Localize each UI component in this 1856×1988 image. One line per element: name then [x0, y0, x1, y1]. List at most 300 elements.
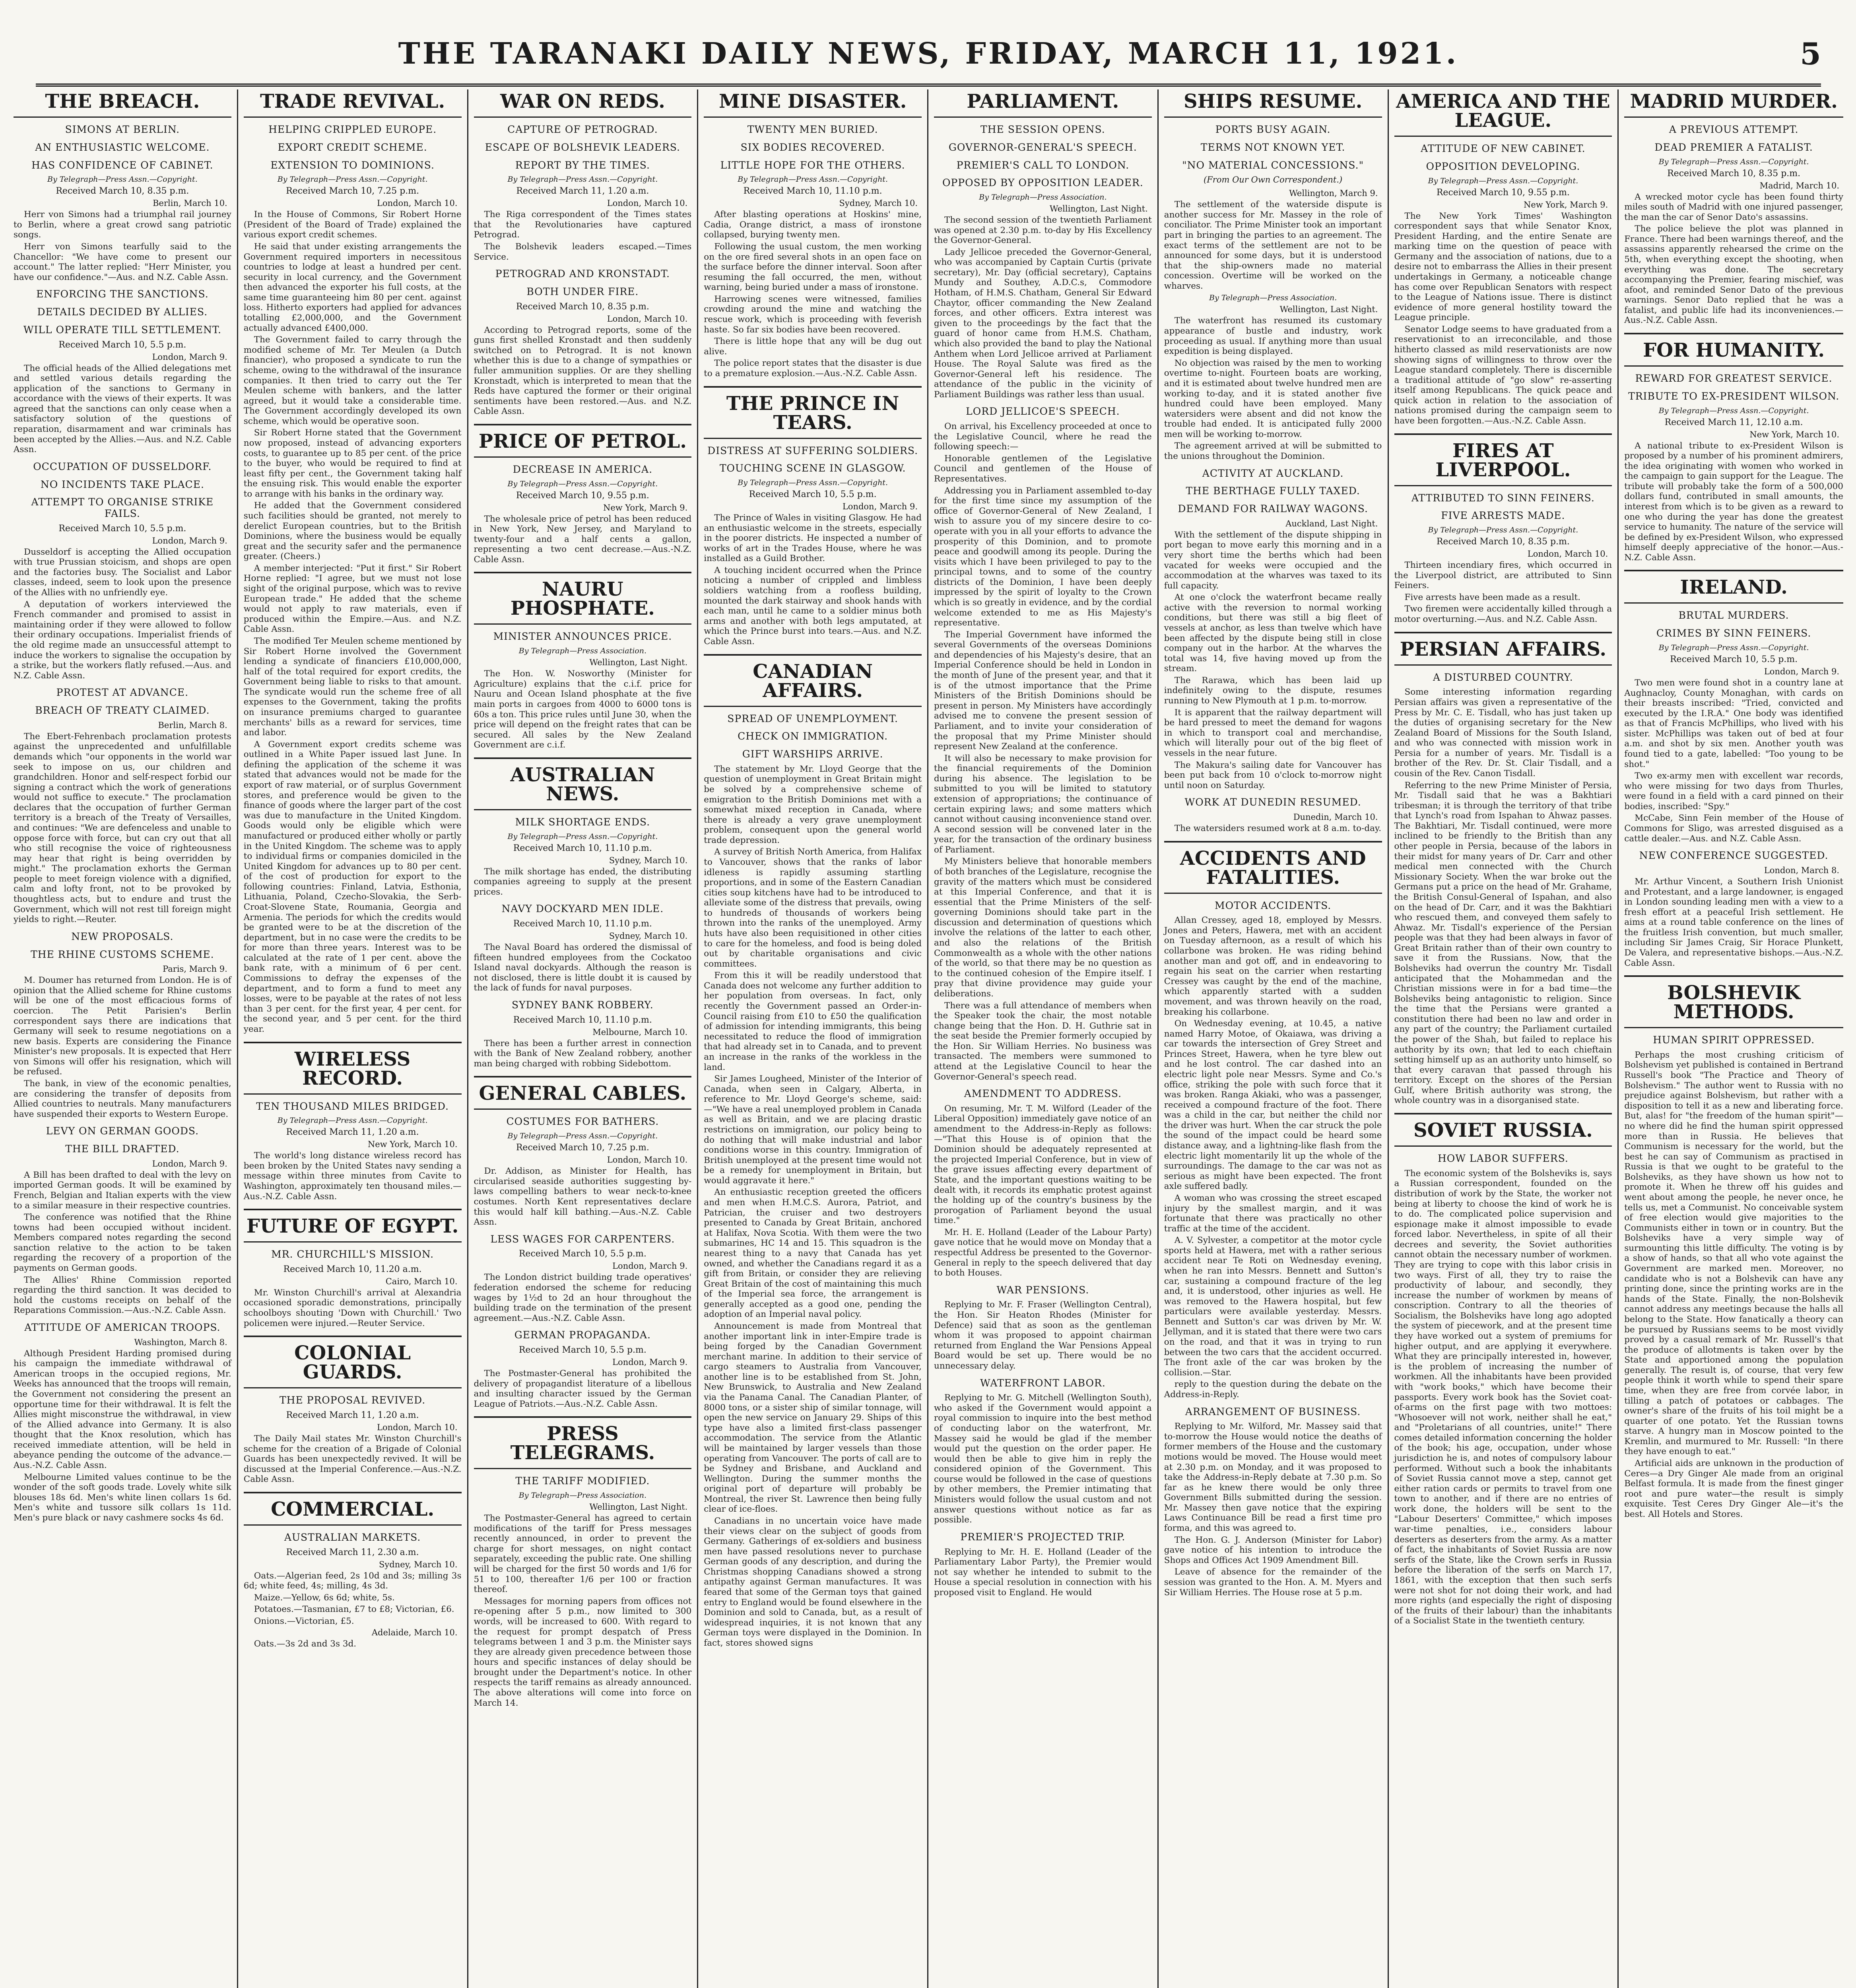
dateline: London, March 10.	[1527, 549, 1608, 559]
section-heading: FOR HUMANITY.	[1624, 338, 1843, 367]
subheading: DEMAND FOR RAILWAY WAGONS.	[1178, 503, 1368, 515]
section-heading: IRELAND.	[1624, 575, 1843, 604]
article-paragraph: In the House of Commons, Sir Robert Horne (President of the Board of Trade) explained the various export credit schemes.	[243, 210, 462, 240]
dateline: London, March 10.	[607, 1155, 688, 1165]
section-heading: AUSTRALIAN NEWS.	[474, 763, 692, 810]
subheading: GERMAN PROPAGANDA.	[514, 1329, 651, 1341]
subheading: TERMS NOT KNOWN YET.	[1200, 141, 1345, 153]
dateline: Madrid, March 10.	[1759, 181, 1839, 190]
column-divider	[244, 1209, 462, 1210]
received-time: Received March 10, 8.35 p.m.	[516, 301, 649, 312]
dateline: Berlin, March 10.	[153, 198, 227, 208]
subheading: HUMAN SPIRIT OPPRESSED.	[1653, 1034, 1815, 1046]
subheading: THE BERTHAGE FULLY TAXED.	[1186, 485, 1360, 497]
received-time: Received March 10, 7.25 p.m.	[286, 186, 419, 196]
received-time: Received March 10, 8.35 p.m.	[56, 186, 189, 196]
subheading: DETAILS DECIDED BY ALLIES.	[37, 306, 208, 318]
article-paragraph: After blasting operations at Hoskins' mine, Cadia, Orange district, a mass of ironstone collapsed, burying twenty men.	[704, 210, 922, 240]
subheading: NEW PROPOSALS.	[71, 930, 174, 942]
column-breach	[8, 89, 238, 1988]
subheading: THE TARIFF MODIFIED.	[515, 1475, 650, 1487]
column-parliament	[928, 89, 1159, 1988]
subheading: TWENTY MEN BURIED.	[747, 124, 878, 135]
byline: By Telegraph—Press Assn.—Copyright.	[738, 175, 888, 184]
section-heading: THE PRINCE IN TEARS.	[704, 392, 922, 439]
subheading: WAR PENSIONS.	[996, 1284, 1089, 1296]
byline: By Telegraph—Press Association.	[518, 646, 646, 656]
section-heading: COMMERCIAL.	[244, 1497, 462, 1526]
subheading: SIMONS AT BERLIN.	[65, 124, 180, 135]
byline: By Telegraph—Press Assn.—Copyright.	[1428, 176, 1578, 185]
article-paragraph: Allan Cressey, aged 18, employed by Messrs. Jones and Peters, Hawera, met with an accident on Tuesday afternoon, as a result of which his collarbone was broken. He was riding behind another man and got off, and in endeavoring to regain his seat on the carrier when restarting Cressey was caught by the end of the machine, which apparently started with a sudden movement, and was thrown heavily on the road, breaking his collarbone.	[1164, 915, 1382, 1017]
subheading: HOW LABOR SUFFERS.	[1437, 1153, 1569, 1165]
subheading: DEAD PREMIER A FATALIST.	[1654, 141, 1813, 153]
column-divider	[474, 572, 692, 573]
article-paragraph: Oats.—3s 2d and 3s 3d.	[254, 1639, 357, 1649]
subheading: WILL OPERATE TILL SETTLEMENT.	[23, 324, 221, 336]
article-paragraph: A deputation of workers interviewed the French commander and promised to assist in maintaining order if they were allowed to follow their ordinary occupations. Imperialist friends of the old regime made an unsuccessful attempt to induce the workers to signalise the occupation by a strike, but the workers flatly refused.—Aus. and N.Z. Cable Assn.	[14, 599, 231, 681]
article-paragraph: Announcement is made from Montreal that another important link in inter-Empire trade is being forged by the Canadian Government merchant marine. In addition to their service of cargo steamers to Australia from Vancouver, another line is to be established from St. John, New Brunswick, to Australia and New Zealand via the Panama Canal. The Canadian Planter, of 8000 tons, or a sister ship of similar tonnage, will open the new service on January 29. Ships of this type have also a limited first-class passenger accommodation. The service from the Atlantic will be maintained by larger vessels than those operating from Vancouver. The ports of call are to be Sydney and Brisbane, and Auckland and Wellington. During the summer months the original port of departure will probably be Montreal, the river St. Lawrence then being fully clear of ice-floes.	[704, 1321, 922, 1514]
dateline: Cairo, March 10.	[385, 1276, 458, 1286]
column-heading: AMERICA AND THE LEAGUE.	[1394, 89, 1612, 137]
article-paragraph: Referring to the new Prime Minister of Persia, Mr. Tisdall said that he was a Bakhtiari tribesman; it is through the territory of that tribe that Lynch's road from Ispahan to Ahwaz passes. The Bakhtiari, Mr. Tisdall continued, were more inclined to be friendly to the British than any other people in Persia, because of the labors in their midst for many years of Dr. Carr and other medical men connected with the Church Missionary Society. When the war broke out the Germans put a price on the head of Mr. Grahame, the British Consul-General of Ispahan, and also on the head of Dr. Carr, and it was the Bakhtiari who rescued them, and conveyed them safely to Ahwaz. Mr. Tisdall's experience of the Persian people was that they had been always in favor of Great Britain rather than of their own country to save it from the Russians. Now, that the Bolsheviks had overrun the country Mr. Tisdall anticipated that the Mohammedan and the Christian missions were in for a bad time—the Bolsheviks being antagonistic to religion. Since the time that the Persians were granted a constitution there had been no law and order in any part of the country; the Parliament curtailed the power of the Shah, but failed to replace his authority by its own; that led to each chieftain setting himself up as an authority unto himself, so that every caravan that passed through his territory. Except on the shores of the Persian Gulf, where British authority was strong, the whole country was in a disorganised state.	[1394, 780, 1612, 1106]
dateline: London, March 10.	[377, 1422, 458, 1432]
article-paragraph: Messages for morning papers from offices not re-opening after 5 p.m., now limited to 300 words, will be increased to 600. With regard to the request for prompt despatch of Press telegrams between 1 and 3 p.m. the Minister says they are already given precedence between those hours and specific instances of delay should be brought under the Department's notice. In other respects the tariff remains as already announced. The above alterations will come into force on March 14.	[474, 1596, 692, 1708]
article-paragraph: The New York Times' Washington correspondent says that while Senator Knox, President Harding, and the entire Senate are marking time on the question of peace with Germany and the association of nations, due to a desire not to embarrass the Allies in their present undertakings in Germany, a noticeable change has come over Republican Senators with respect to the League of Nations issue. There is distinct evidence of more general hostility toward the League principle.	[1394, 211, 1612, 323]
dateline: New York, March 9.	[1523, 200, 1608, 210]
article-paragraph: The modified Ter Meulen scheme mentioned by Sir Robert Horne involved the Government lending a syndicate of financiers £10,000,000, half of the total required for export credits, the Government being liable to risks to that amount. The syndicate would run the scheme free of all expenses to the Government, taking the profits on insurance premiums charged to guarantee merchants' bills as a reward for services, time and labor.	[243, 636, 462, 738]
dateline: London, March 8.	[1764, 865, 1839, 875]
column-america	[1389, 89, 1619, 1988]
article-paragraph: Replying to Mr. F. Fraser (Wellington Central), the Hon. Sir Heaton Rhodes (Minister for Defence) said that as soon as the gentleman whom it was proposed to appoint chairman returned from England the War Pensions Appeal Board would be set up. There would be no unnecessary delay.	[934, 1300, 1152, 1371]
subheading: "NO MATERIAL CONCESSIONS."	[1182, 159, 1364, 171]
received-time: Received March 10, 5.5 p.m.	[1670, 654, 1798, 664]
column-divider	[474, 1076, 692, 1077]
column-heading: MINE DISASTER.	[704, 89, 922, 118]
article-paragraph: Two men were found shot in a country lane at Aughnacloy, County Monaghan, with cards on their breasts inscribed: "Tried, convicted and executed by the I.R.A." One body was identified as that of Francis McPhillips, who lived with his sister. McPhillips was taken out of bed at four a.m. and shot by six men. Another youth was found tied to a gate, labelled: "Too young to be shot."	[1624, 678, 1843, 769]
subheading: LITTLE HOPE FOR THE OTHERS.	[720, 159, 905, 171]
column-heading: TRADE REVIVAL.	[244, 89, 462, 118]
dateline: Auckland, Last Night.	[1285, 518, 1378, 528]
article-paragraph: On arrival, his Excellency proceeded at once to the Legislative Council, where he read the following speech:—	[934, 421, 1152, 452]
article-paragraph: The London district building trade operatives' federation endorsed the scheme for reducing wages by 1½d to 2d an hour throughout the building trade on the termination of the present agreement.—Aus.-N.Z. Cable Assn.	[474, 1272, 692, 1323]
subheading: MOTOR ACCIDENTS.	[1215, 899, 1332, 911]
masthead	[36, 24, 1821, 87]
article-paragraph: Sir Robert Horne stated that the Government now proposed, instead of advancing exporters costs, to guarantee up to 85 per cent. of the price to the buyer, who would be required to find at least fifty per cent., the Government taking half the ensuing risk. This would enable the exporter to arrange with his banks in the ordinary way.	[243, 428, 462, 499]
received-time: Received March 10, 11.20 a.m.	[283, 1264, 422, 1274]
column-madrid	[1619, 89, 1849, 1988]
article-paragraph: Perhaps the most crushing criticism of Bolshevism yet published is contained in Bertrand Russell's book "The Practice and Theory of Bolshevism." The author went to Russia with no prejudice against Bolshevism, but rather with a disposition to tell it as a new and liberating force. But, alas! for "the freedom of the human spirit"—no where did he find the human spirit oppressed more than in Russia. He believes that Communism is necessary for the world, but the best he can say of Communism as practised in Russia is that we ought to be grateful to the Bolsheviks, as they have shown us how not to promote it. When he threw off his guides and went about among the people, he never once, he tells us, met a Communist. No conceivable system of free election would give majorities to the Communists either in town or in country. But the Bolsheviks have a very simple way of surmounting this little difficulty. The voting is by a show of hands, so that all who vote against the Government are marked men. Moreover, no candidate who is not a Bolshevik can have any printing done, since the printing works are in the hands of the State. Finally, the non-Bolshevik cannot address any meetings because the halls all belong to the State. How fanatically a theory can be pursued by Russians seems to be most vividly proved by a casual remark of Mr. Russell's that the produce of allotments is taken over by the State and apportioned among the population generally. The result is, of course, that very few people think it worth while to spend their spare time, when they are free from corvée labor, in tilling a patch of potatoes or cabbages. The owner's share of the fruits of his toil might be a quarter of one potato. Yet the Russian towns starve. A hungry man in Moscow pointed to the Kremlin, and murmured to Mr. Russell: "In there they have enough to eat."	[1624, 1050, 1843, 1457]
subheading: REPORT BY THE TIMES.	[515, 159, 650, 171]
article-paragraph: The Hon. G. J. Anderson (Minister for Labor) gave notice of his intention to introduce the Shops and Offices Act 1909 Amendment Bill.	[1164, 1535, 1382, 1565]
article-paragraph: The settlement of the waterside dispute is another success for Mr. Massey in the role of conciliator. The Prime Minister took an important part in bringing the parties to an agreement. The exact terms of the settlement are not to be announced for some days, but it is understood that the ship-owners made no material concession. Overtime will be worked on the wharves.	[1164, 200, 1382, 291]
column-divider	[244, 1042, 462, 1043]
subheading: ESCAPE OF BOLSHEVIK LEADERS.	[485, 141, 680, 153]
subheading: PETROGRAD AND KRONSTADT.	[495, 268, 670, 280]
subheading: OPPOSED BY OPPOSITION LEADER.	[942, 177, 1143, 189]
subheading: A PREVIOUS ATTEMPT.	[1669, 124, 1799, 135]
article-paragraph: The second session of the twentieth Parliament was opened at 2.30 p.m. to-day by His Excellency the Governor-General.	[934, 215, 1152, 246]
dateline: Wellington, March 9.	[1289, 188, 1378, 198]
byline: By Telegraph—Press Assn.—Copyright.	[1658, 406, 1809, 415]
article-paragraph: Replying to Mr. Wilford, Mr. Massey said that to-morrow the House would notice the deaths of former members of the House and the customary motions would be moved. The House would meet at 2.30 p.m. on Monday, and it was proposed to take the Address-in-Reply debate at 7.30 p.m. So far as he knew there would be only three Government Bills submitted during the session. Mr. Massey then gave notice that the expiring Laws Continuance Bill be read a first time pro forma, and this was agreed to.	[1164, 1421, 1382, 1534]
dateline: London, March 10.	[607, 198, 688, 208]
received-time: Received March 11, 1.20 a.m.	[286, 1127, 419, 1138]
section-heading: SOVIET RUSSIA.	[1394, 1118, 1612, 1147]
section-heading: WIRELESS RECORD.	[244, 1047, 462, 1095]
subheading: WATERFRONT LABOR.	[980, 1377, 1106, 1389]
section-heading: PRICE OF PETROL.	[474, 429, 692, 458]
article-paragraph: The economic system of the Bolsheviks is, says a Russian correspondent, founded on the distribution of work by the State, the worker not being at liberty to choose the kind of work he is to do. The complicated police supervision and espionage make it almost impossible to evade forced labor. Nevertheless, in spite of all their decrees and severity, the Soviet authorities cannot obtain the necessary number of workmen. They are trying to cope with this labor crisis in two ways. First of all, they try to raise the productivity of labour, and secondly, they increase the number of workmen by means of conscription. Contrary to all the theories of Socialism, the Bolsheviks have long ago adopted the system of piecework, and at the present time they have worked out a system of premiums for higher output, and are applying it everywhere. What they are principally interested in, however, is the problem of increasing the number of workmen. All the inhabitants have been provided with "work books," which have become their passports. Every work book has the Soviet coat-of-arms on the first page with two mottoes: "Whosoever will not work, neither shall he eat," and "Proletarians of all countries, unite!" There comes detailed information concerning the holder of the book; his age, occupation, under whose jurisdiction he is, and notes of compulsory labour performed. Without such a book the inhabitants of Soviet Russia cannot move a step, cannot get either ration cards or permits to travel from one town to another, and if there are no entries of work done, the holders will be sent to the "Labour Deserters' Committee," which imposes war-time penalties, i.e., considers labour deserters as deserters from the army. As a matter of fact, the inhabitants of Soviet Russia are now serfs of the State, like the Crown serfs in Russia before the liberation of the serfs on March 17, 1861, with the exception that then such serfs were not shot for not doing their work, and had more rights (and especially the right of disposing of the fruits of their labour) than the inhabitants of a Socialist State in the twentieth century.	[1394, 1168, 1612, 1626]
subheading: NAVY DOCKYARD MEN IDLE.	[501, 903, 664, 915]
byline: By Telegraph—Press Assn.—Copyright.	[507, 479, 658, 488]
article-paragraph: Thirteen incendiary fires, which occurred in the Liverpool district, are attributed to Sinn Feiners.	[1394, 560, 1612, 591]
article-paragraph: A woman who was crossing the street escaped injury by the smallest margin, and it was fortunate that there was practically no other traffic at the time of the accident.	[1164, 1193, 1382, 1234]
column-divider	[1394, 433, 1612, 435]
subheading: TEN THOUSAND MILES BRIDGED.	[256, 1100, 449, 1112]
subheading: ATTEMPT TO ORGANISE STRIKE FAILS.	[31, 496, 214, 519]
column-heading: SHIPS RESUME.	[1164, 89, 1382, 118]
column-divider	[474, 424, 692, 425]
article-paragraph: The Hon. W. Nosworthy (Minister for Agriculture) explains that the c.i.f. price for Nauru and Ocean Island phosphate at the five main ports in cargoes from 4000 to 6000 tons is 60s a ton. This price rules until June 30, when the price will depend on the freight rates that can be secured. All sales by the New Zealand Government are c.i.f.	[474, 669, 692, 750]
article-paragraph: The Ebert-Fehrenbach proclamation protests against the unprecedented and unfulfillable demands which "our opponents in the world war seek to impose on us, our children and grandchildren. Honor and self-respect forbid our signing a contract which the work of generations would not suffice to execute." The proclamation declares that the occupation of further German territory is a breach of the Treaty of Versailles, and continues: "We are defenceless and unable to oppose force with force, but can cry out that all who still recognise the voice of righteousness may hear that right is being overridden by might." The proclamation exhorts the German people to meet foreign violence with a dignified, calm and lofty front, not to be provoked by thoughtless acts, but to endure and trust the Government, which will not rest till foreign might yields to right.—Reuter.	[14, 731, 231, 925]
article-paragraph: The police report states that the disaster is due to a premature explosion.—Aus.-N.Z. Cable Assn.	[704, 358, 922, 379]
byline: By Telegraph—Press Assn.—Copyright.	[277, 1116, 428, 1125]
subheading: BOTH UNDER FIRE.	[526, 285, 639, 297]
article-paragraph: Two ex-army men with excellent war records, who were missing for two days from Thurles, were found in a field with a card pinned on their bodies, inscribed: "Spy."	[1624, 771, 1843, 812]
section-heading: COLONIAL GUARDS.	[244, 1341, 462, 1388]
column-divider	[244, 1336, 462, 1337]
article-paragraph: Dusseldorf is accepting the Allied occupation with true Prussian stoicism, and shops are open and the factories busy. The Socialist and Labor classes, indeed, seem to look upon the presence of the Allies with no unfriendly eye.	[14, 547, 231, 598]
column-divider	[244, 1492, 462, 1493]
received-time: Received March 10, 11.10 p.m.	[743, 186, 882, 196]
subheading: THE PROPOSAL REVIVED.	[279, 1394, 426, 1406]
dateline: London, March 10.	[377, 198, 458, 208]
article-paragraph: At one o'clock the waterfront became really active with the reversion to normal working conditions, but there was still a big fleet of vessels at anchor, as less than twelve which have been affected by the dispute being still in close company out in the harbor. At the wharves the total was 14, five having moved up from the stream.	[1164, 592, 1382, 674]
article-paragraph: The Naval Board has ordered the dismissal of fifteen hundred employees from the Cockatoo Island naval dockyards. Although the reason is not disclosed, there is little doubt it is caused by the lack of funds for naval purposes.	[474, 942, 692, 993]
received-time: Received March 11, 1.20 a.m.	[516, 186, 649, 196]
dateline: London, March 9.	[152, 1159, 227, 1169]
subheading: ATTRIBUTED TO SINN FEINERS.	[1411, 492, 1595, 504]
article-paragraph: Although President Harding promised during his campaign the immediate withdrawal of American troops in the occupied regions, Mr. Weeks has announced that the troops will remain, the Government not considering the present an opportune time for their withdrawal. It is felt the Allies might misconstrue the withdrawal, in view of the Allied advance into Germany. It is also thought that the Knox resolution, which has received immediate attention, will be held in abeyance pending the outcome of the advance.—Aus.-N.Z. Cable Assn.	[14, 1348, 231, 1471]
article-paragraph: A survey of British North America, from Halifax to Vancouver, shows that the ranks of labor idleness is rapidly assuming startling proportions, and in some of the Eastern Canadian cities soup kitchens have had to be introduced to alleviate some of the distress that prevails, owing to hundreds of thousands of workers being thrown into the ranks of the unemployed. Army huts have also been requisitioned in other cities to care for the homeless, and food is being doled out by charitable organisations and civic committees.	[704, 847, 922, 969]
article-paragraph: The official heads of the Allied delegations met and settled various details regarding the application of the sanctions to Germany in accordance with the views of their experts. It was agreed that the sanctions can only cease when a satisfactory solution of the questions of reparation, disarmament and war criminals has been accepted by the Allies.—Aus. and N.Z. Cable Assn.	[14, 363, 231, 455]
article-paragraph: Addressing you in Parliament assembled to-day for the first time since my assumption of the office of Governor-General of New Zealand, I wish to assure you of my sincere desire to co-operate with you in all your efforts to advance the prosperity of this Dominion, and to promote peace and goodwill among its people. During the visits which I have been privileged to pay to the principal towns, and to some of the country districts of the Dominion, I have been deeply impressed by the spirit of loyalty to the Crown which is so greatly in evidence, and by the cordial welcome extended to me as His Majesty's representative.	[934, 485, 1152, 628]
byline: By Telegraph—Press Assn.—Copyright.	[738, 478, 888, 487]
subheading: DISTRESS AT SUFFERING SOLDIERS.	[707, 445, 918, 456]
byline: By Telegraph—Press Association.	[518, 1491, 646, 1500]
dateline: New York, March 10.	[367, 1140, 458, 1149]
article-paragraph: Maize.—Yellow, 6s 6d; white, 5s.	[254, 1592, 395, 1603]
dateline: Washington, March 8.	[134, 1337, 227, 1347]
subheading: NEW CONFERENCE SUGGESTED.	[1639, 850, 1829, 862]
subheading: AMENDMENT TO ADDRESS.	[964, 1088, 1122, 1100]
article-paragraph: From this it will be readily understood that Canada does not welcome any further addition to her population from overseas. In fact, only recently the Government passed an Order-in-Council raising from £10 to £50 the qualification of admission for intending immigrants, this being necessitated to reduce the flood of immigration that had already set in to Canada, and to prevent an increase in the ranks of the workless in the land.	[704, 971, 922, 1072]
received-time: Received March 11, 1.20 a.m.	[286, 1410, 419, 1420]
article-paragraph: The Government failed to carry through the modified scheme of Mr. Ter Meulen (a Dutch financier), who proposed a syndicate to run the scheme, owing to the withdrawal of the insurance companies. It then tried to carry out the Ter Meulen scheme with bankers, and the latter agreed, but it would take a considerable time. The Government accordingly developed its own scheme, which would be operative soon.	[243, 335, 462, 426]
subheading: LORD JELLICOE'S SPEECH.	[966, 406, 1120, 417]
column-divider	[704, 654, 922, 656]
subheading: ARRANGEMENT OF BUSINESS.	[1185, 1406, 1361, 1417]
dateline: Paris, March 9.	[163, 964, 227, 974]
section-heading: PERSIAN AFFAIRS.	[1394, 637, 1612, 666]
column-divider	[1164, 841, 1382, 843]
subheading: SIX BODIES RECOVERED.	[740, 141, 885, 153]
dateline: Wellington, Last Night.	[1049, 204, 1148, 214]
article-paragraph: On resuming, Mr. T. M. Wilford (Leader of the Liberal Opposition) immediately gave notice of an amendment to the Address-in-Reply as follows:—"That this House is of opinion that the Dominion should be adequately represented at the projected Imperial Conference, but in view of the grave issues affecting every department of State, and the important questions waiting to be dealt with, it records its emphatic protest against the holding up of the country's business by the prorogation of Parliament beyond the usual time."	[934, 1103, 1152, 1226]
dateline: Wellington, Last Night.	[589, 658, 688, 668]
dateline: Wellington, Last Night.	[589, 1502, 688, 1512]
article-paragraph: The bank, in view of the economic penalties, are considering the transfer of deposits from Allied countries to neutrals. Many manufacturers have suspended their exports to Western Europe.	[14, 1079, 231, 1119]
article-paragraph: He added that the Government considered such facilities should be granted, not merely to derelict European countries, but to the British Dominions, where the business would be equally great and the security safer and the permanence greater. (Cheers.)	[243, 501, 462, 562]
subheading: ACTIVITY AT AUCKLAND.	[1202, 467, 1344, 479]
dateline: London, March 9.	[1764, 666, 1839, 676]
section-heading: PRESS TELEGRAMS.	[474, 1422, 692, 1469]
article-paragraph: A wrecked motor cycle has been found thirty miles south of Madrid with one injured passenger, the man the car of Senor Dato's assassins.	[1624, 192, 1843, 222]
received-time: Received March 10, 8.35 p.m.	[1436, 537, 1570, 547]
article-paragraph: Honorable gentlemen of the Legislative Council and gentlemen of the House of Representatives.	[934, 453, 1152, 484]
byline: By Telegraph—Press Assn.—Copyright.	[507, 175, 658, 184]
section-heading: NAURU PHOSPHATE.	[474, 577, 692, 625]
received-time: Received March 10, 5.5 p.m.	[518, 1345, 646, 1355]
received-time: Received March 10, 7.25 p.m.	[516, 1143, 649, 1153]
article-paragraph: According to Petrograd reports, some of the guns first shelled Kronstadt and then suddenly switched on to Petrograd. It is not known whether this is due to a change of sympathies or fuller ammunition supplies. Or are they shelling Kronstadt, which is interpreted to mean that the Reds have captured the former or their original sentiments have been restored.—Aus. and N.Z. Cable Assn.	[474, 325, 692, 417]
article-paragraph: The Postmaster-General has prohibited the delivery of propagandist literature of a libellous and insulting character issued by the German League of Patriots.—Aus.-N.Z. Cable Assn.	[474, 1369, 692, 1409]
subheading: SYDNEY BANK ROBBERY.	[511, 999, 654, 1011]
article-paragraph: The Daily Mail states Mr. Winston Churchill's scheme for the creation of a Brigade of Colonial Guards has been unexpectedly revived. It will be discussed at the Imperial Conference.—Aus.-N.Z. Cable Assn.	[243, 1433, 462, 1485]
received-time: Received March 10, 5.5 p.m.	[58, 523, 186, 534]
subheading: PROTEST AT ADVANCE.	[56, 687, 189, 699]
article-paragraph: Harrowing scenes were witnessed, families crowding around the mine and watching the rescue work, which is proceeding with feverish haste. So far six bodies have been recovered.	[704, 294, 922, 335]
subheading: BREACH OF TREATY CLAIMED.	[35, 705, 210, 716]
article-paragraph: A Government export credits scheme was outlined in a White Paper issued last June. In defining the application of the scheme it was stated that advances would not be made for the export of raw material, or of surplus Government stores, and preference would be given to the finance of goods where the larger part of the cost was due to manufacture in the United Kingdom. Goods would only be eligible which were manufactured or produced either wholly or partly in the United Kingdom. The scheme was to apply to individual firms or companies domiciled in the United Kingdom for advances up to 80 per cent. of the cost of production for export to the following countries: Finland, Latvia, Esthonia, Lithuania, Poland, Czecho-Slovakia, the Serb-Croat-Slovene State, Roumania, Georgia and Armenia. The periods for which the credits would be granted were to be at the discretion of the department, but in no case were the credits to be for more than three years. Interest was to be calculated at the rate of 1 per cent. above the bank rate, with a minimum of 6 per cent. Commissions to defray the expenses of the department, and to form a fund to meet any losses, were to be payable at the rates of not less than 3 per cent. for the first year, 4 per cent. for the second year, and 5 per cent. for the third year.	[243, 739, 462, 1034]
article-paragraph: Senator Lodge seems to have graduated from a reservationist to an irreconcilable, and those hitherto classed as mild reservationists are now showing signs of willingness to throw over the League standard completely. There is discernible a traditional attitude of "go slow" re-asserting itself among Republicans. The quick peace and quick action in relation to the association of nations promised during the campaign seem to have been forgotten.—Aus.-N.Z. Cable Assn.	[1394, 324, 1612, 426]
correspondent-tag: (From Our Own Correspondent.)	[1204, 175, 1343, 185]
subheading: REWARD FOR GREATEST SERVICE.	[1635, 373, 1833, 384]
article-paragraph: Artificial aids are unknown in the production of Ceres—a Dry Ginger Ale made from an original Belfast formula. It is made from the finest ginger root and pure water—the result is simply exquisite. Test Ceres Dry Ginger Ale—it's the best. All Hotels and Stores.	[1624, 1458, 1843, 1519]
subheading: EXPORT CREDIT SCHEME.	[278, 141, 427, 153]
subheading: PREMIER'S CALL TO LONDON.	[956, 159, 1130, 171]
article-paragraph: The milk shortage has ended, the distributing companies agreeing to supply at the present prices.	[474, 866, 692, 897]
article-paragraph: The agreement arrived at will be submitted to the unions throughout the Dominion.	[1164, 441, 1382, 461]
column-trade	[238, 89, 468, 1988]
byline: By Telegraph—Press Assn.—Copyright.	[1428, 526, 1578, 535]
dateline: Adelaide, March 10.	[371, 1628, 458, 1638]
subheading: LESS WAGES FOR CARPENTERS.	[490, 1233, 675, 1245]
column-divider	[474, 757, 692, 759]
column-mine	[698, 89, 928, 1988]
subheading: GIFT WARSHIPS ARRIVE.	[742, 748, 883, 760]
subheading: AN ENTHUSIASTIC WELCOME.	[35, 141, 210, 153]
section-heading: BOLSHEVIK METHODS.	[1624, 981, 1843, 1028]
column-heading: MADRID MURDER.	[1624, 89, 1843, 118]
newspaper-title: THE TARANAKI DAILY NEWS, FRIDAY, MARCH 11, 1921.	[398, 37, 1459, 71]
subheading: EXTENSION TO DOMINIONS.	[270, 159, 435, 171]
subheading: HAS CONFIDENCE OF CABINET.	[31, 159, 214, 171]
column-divider	[1624, 570, 1843, 571]
dateline: Wellington, Last Night.	[1279, 305, 1378, 315]
article-paragraph: Potatoes.—Tasmanian, £7 to £8; Victorian, £6.	[254, 1604, 454, 1615]
subheading: OCCUPATION OF DUSSELDORF.	[33, 460, 212, 472]
subheading: PREMIER'S PROJECTED TRIP.	[960, 1531, 1126, 1543]
subheading: OPPOSITION DEVELOPING.	[1426, 160, 1580, 172]
dateline: London, March 10.	[607, 314, 688, 324]
byline: By Telegraph—Press Assn.—Copyright.	[1658, 157, 1809, 166]
columns	[8, 89, 1849, 1988]
article-paragraph: Two firemen were accidentally killed through a motor overturning.—Aus. and N.Z. Cable Assn.	[1394, 604, 1612, 625]
subheading: LEVY ON GERMAN GOODS.	[46, 1125, 199, 1137]
subheading: CRIMES BY SINN FEINERS.	[1656, 627, 1811, 639]
article-paragraph: reply to the question during the debate on the Address-in-Reply.	[1164, 1379, 1382, 1400]
received-time: Received March 10, 5.5 p.m.	[58, 340, 186, 350]
received-time: Received March 10, 11.10 p.m.	[513, 919, 652, 929]
received-time: Received March 10, 8.35 p.m.	[1667, 168, 1801, 179]
column-divider	[474, 1416, 692, 1418]
byline: By Telegraph—Press Assn.—Copyright.	[1658, 643, 1809, 652]
received-time: Received March 11, 2.30 a.m.	[286, 1547, 419, 1557]
article-paragraph: M. Doumer has returned from London. He is of opinion that the Allied scheme for Rhine customs will be one of the most efficacious forms of coercion. The Petit Parisien's Berlin correspondent says there are indications that Germany will seek to resume negotiations on a new basis. Experts are considering the Finance Minister's new proposals. It is expected that Herr von Simons will offer his resignation, which will be refused.	[14, 975, 231, 1077]
byline: By Telegraph—Press Assn.—Copyright.	[47, 175, 198, 184]
received-time: Received March 10, 9.55 p.m.	[516, 490, 649, 501]
column-reds	[468, 89, 699, 1988]
article-paragraph: The Makura's sailing date for Vancouver has been put back from 10 o'clock to-morrow night until noon on Saturday.	[1164, 760, 1382, 790]
dateline: Dunedin, March 10.	[1293, 812, 1378, 822]
article-paragraph: The watersiders resumed work at 8 a.m. to-day.	[1174, 823, 1382, 833]
received-time: Received March 10, 9.55 p.m.	[1436, 187, 1570, 198]
article-paragraph: The waterfront has resumed its customary appearance of bustle and industry, work proceeding as usual. If anything more than usual expedition is being displayed.	[1164, 316, 1382, 357]
article-paragraph: The Rarawa, which has been laid up indefinitely owing to the dispute, resumes running to New Plymouth at 1 p.m. to-morrow.	[1164, 675, 1382, 706]
dateline: London, March 9.	[152, 352, 227, 362]
article-paragraph: The police believe the plot was planned in France. There had been warnings thereof, and the assassins apparently rehearsed the crime on the 5th, when everything except the shooting, when everything was done. The secretary accompanying the Premier, fearing mischief, was afoot, and reminded Senor Dato of the previous warnings. Senor Dato replied that he was a fatalist, and public life had its inconveniences.—Aus.-N.Z. Cable Assn.	[1624, 224, 1843, 326]
subheading: TRIBUTE TO EX-PRESIDENT WILSON.	[1628, 390, 1840, 402]
article-paragraph: The wholesale price of petrol has been reduced in New York, New Jersey, and Maryland to twenty-four and a half cents a gallon, representing a two cent decrease.—Aus.-N.Z. Cable Assn.	[474, 514, 692, 565]
subheading: THE SESSION OPENS.	[980, 124, 1105, 135]
subheading: HELPING CRIPPLED EUROPE.	[268, 124, 437, 135]
article-paragraph: Mr. Arthur Vincent, a Southern Irish Unionist and Protestant, and a large landowner, is engaged in London sounding leading men with a view to a fresh effort at a peaceful Irish settlement. He aims at a round table conference on the lines of the fruitless Irish convention, but much smaller, including Sir James Craig, Sir Horace Plunkett, De Valera, and representative bishops.—Aus.-N.Z. Cable Assn.	[1624, 876, 1843, 968]
article-paragraph: The Prince of Wales in visiting Glasgow. He had an enthusiastic welcome in the streets, especially in the poorer districts. He inspected a number of works of art in the Trades House, where he was installed as a Guild Brother.	[704, 513, 922, 564]
article-paragraph: The conference was notified that the Rhine towns had been occupied without incident. Members compared notes regarding the second sanction relative to the action to be taken regarding the recovery of a proportion of the payments on German goods.	[14, 1212, 231, 1274]
article-paragraph: Oats.—Algerian feed, 2s 10d and 3s; milling 3s 6d; white feed, 4s; milling, 4s 3d.	[243, 1571, 462, 1591]
article-paragraph: My Ministers believe that honorable members of both branches of the Legislature, recognise the gravity of the matters which must be considered at this Imperial Conference, and that it is essential that the Prime Ministers of the self-governing Dominions should take part in the discussion and determination of questions which involve the relations of the latter to each other, and also the relations of the British Commonwealth as a whole with the other nations of the world, so that there may be no question as to the continued cohesion of the Empire itself. I pray that divine providence may guide your deliberations.	[934, 856, 1152, 999]
subheading: TOUCHING SCENE IN GLASGOW.	[719, 462, 906, 474]
dateline: London, March 9.	[842, 502, 918, 511]
section-heading: FUTURE OF EGYPT.	[244, 1214, 462, 1242]
dateline: New York, March 10.	[1749, 429, 1839, 439]
received-time: Received March 11, 12.10 a.m.	[1664, 417, 1803, 427]
received-time: Received March 10, 5.5 p.m.	[518, 1249, 646, 1259]
subheading: ENFORCING THE SANCTIONS.	[36, 288, 209, 300]
article-paragraph: No objection was raised by the men to working overtime to-night. Fourteen boats are working, and it is estimated about twelve hundred men are working to-day, and it is stated another five hundred could have been employed. Many watersiders were absent and did not know the trouble had ended. It is anticipated fully 2000 men will be working to-morrow.	[1164, 358, 1382, 439]
byline: By Telegraph—Press Assn.—Copyright.	[507, 1132, 658, 1141]
subheading: DECREASE IN AMERICA.	[513, 463, 653, 475]
article-paragraph: A member interjected: "Put it first." Sir Robert Horne replied: "I agree, but we must not lose sight of the original purpose, which was to revive European trade." He added that the scheme would not apply to raw materials, even if produced within the Empire.—Aus. and N.Z. Cable Assn.	[243, 563, 462, 635]
article-paragraph: The world's long distance wireless record has been broken by the United States navy sending a message within three minutes from Cavite to Washington, approximately ten thousand miles.—Aus.-N.Z. Cable Assn.	[243, 1151, 462, 1202]
subheading: SPREAD OF UNEMPLOYMENT.	[727, 712, 898, 724]
article-paragraph: Leave of absence for the remainder of the session was granted to the Hon. A. M. Myers and Sir William Herries. The House rose at 5 p.m.	[1164, 1567, 1382, 1598]
byline: By Telegraph—Press Association.	[979, 193, 1107, 202]
dateline: Melbourne, March 10.	[592, 1027, 688, 1037]
subheading: ATTITUDE OF AMERICAN TROOPS.	[24, 1321, 221, 1333]
article-paragraph: Replying to Mr. H. E. Holland (Leader of the Parliamentary Labor Party), the Premier would not say whether he intended to submit to the House a special resolution in connection with his proposed visit to England. He would	[934, 1547, 1152, 1598]
article-paragraph: Melbourne Limited values continue to be the wonder of the soft goods trade. Lovely white silk blouses 18s 6d. Men's white linen collars 1s 6d. Men's white and tussore silk collars 1s 11d. Men's pure black or navy cashmere socks 4s 6d.	[14, 1472, 231, 1523]
subheading: AUSTRALIAN MARKETS.	[284, 1531, 421, 1543]
article-paragraph: On Wednesday evening, at 10.45, a native named Harry Motoe, of Okaiawa, was driving a car towards the intersection of Grey Street and Princes Street, Hawera, when he tyre blew out and he lost control. The car dashed into an electric light pole near Messrs. Syme and Co.'s office, striking the pole with such force that it was broken. Ranga Akiaki, who was a passenger, received a compound fracture of the foot. There was a child in the car, but neither the child nor the driver was hurt. When the car struck the pole the sound of the impact could be heard some distance away, and a lightning-like flash from the electric light momentarily lit up the whole of the surroundings. The damage to the car was not as serious as might have been expected. The front axle suffered badly.	[1164, 1019, 1382, 1192]
article-paragraph: Replying to Mr. G. Mitchell (Wellington South), who asked if the Government would appoint a royal commission to inquire into the best method of conducting labor on the waterfront, Mr. Massey said he would be glad if the member would put the question on the order paper. He would then be able to give him in reply the considered opinion of the Government. This course would be followed in the case of questions by other members, the Premier intimating that Ministers would follow the usual custom and not answer questions without notice as far as possible.	[934, 1393, 1152, 1525]
subheading: A DISTURBED COUNTRY.	[1433, 671, 1573, 683]
article-paragraph: The Bolshevik leaders escaped.—Times Service.	[474, 241, 692, 262]
subheading: FIVE ARRESTS MADE.	[1441, 510, 1565, 522]
subheading: BRUTAL MURDERS.	[1678, 610, 1789, 621]
subheading: PORTS BUSY AGAIN.	[1215, 124, 1331, 135]
article-paragraph: The statement by Mr. Lloyd George that the question of unemployment in Great Britain might be solved by a comprehensive scheme of emigration to the British Dominions met with a somewhat mixed reception in Canada, where there is already a very grave unemployment problem, consequent upon the general world trade depression.	[704, 764, 922, 845]
article-paragraph: A national tribute to ex-President Wilson is proposed by a number of his prominent admirers, the idea originating with women who worked in the campaign to gain support for the League. The tribute will probably take the form of a 500,000 dollars fund, contributed in small amounts, the interest from which is to be given as a reward to one who during the year has done the greatest service to humanity. The nature of the service will be defined by ex-President Wilson, who expressed himself deeply appreciative of the honor.—Aus.-N.Z. Cable Assn.	[1624, 441, 1843, 563]
article-paragraph: The Allies' Rhine Commission reported regarding the third sanction. It was decided to hold the customs receipts on behalf of the Reparations Commission.—Aus.-N.Z. Cable Assn.	[14, 1275, 231, 1316]
page-number: 5	[1800, 36, 1821, 72]
article-paragraph: Herr von Simons had a triumphal rail journey to Berlin, where a great crowd sang patriotic songs.	[14, 210, 231, 240]
article-paragraph: Herr von Simons tearfully said to the Chancellor: "We have come to present our account." The latter replied: "Herr Minister, you have our confidence."—Aus. and N.Z. Cable Assn.	[14, 241, 231, 282]
subheading: GOVERNOR-GENERAL'S SPEECH.	[948, 141, 1137, 153]
subheading: CAPTURE OF PETROGRAD.	[507, 124, 658, 135]
byline: By Telegraph—Press Assn.—Copyright.	[277, 175, 428, 184]
article-paragraph: It will also be necessary to make provision for the financial requirements of the Dominion during his absence. The legislation to be submitted to you will be limited to statutory extension of appropriations; the continuance of certain expiring laws; and some matters which cannot without causing inconvenience stand over. A second session will be convened later in the year, for the transaction of the ordinary business of Parliament.	[934, 753, 1152, 855]
article-paragraph: An enthusiastic reception greeted the officers and men when H.M.C.S. Aurora, Patriot, and Patrician, the cruiser and two destroyers presented to Canada by Great Britain, anchored at Halifax, Nova Scotia. With them were the two submarines, HC 14 and 15. This squadron is the nearest thing to a navy that Canada has yet owned, and whether the Canadians regard it as a gift from Britain, or consider they are relieving Great Britain of the cost of maintaining this much of the Imperial sea force, the arrangement is generally accepted as a good one, pending the adoption of an Imperial naval policy.	[704, 1187, 922, 1320]
dateline: Sydney, March 10.	[379, 1559, 458, 1569]
article-paragraph: Mr. Winston Churchill's arrival at Alexandria occasioned sporadic demonstrations, principally schoolboys shouting 'Down with Churchill.' Two policemen were injured.—Reuter Service.	[243, 1287, 462, 1328]
article-paragraph: Onions.—Victorian, £5.	[254, 1616, 354, 1626]
column-divider	[1394, 1113, 1612, 1114]
dateline: Sydney, March 10.	[839, 198, 918, 208]
received-time: Received March 10, 5.5 p.m.	[749, 489, 877, 499]
article-paragraph: A. V. Sylvester, a competitor at the motor cycle sports held at Hawera, met with a rather serious accident near Te Roti on Wednesday evening, when he ran into Messrs. Bennett and Sutton's car, sustaining a compound fracture of the leg and, it is understood, other injuries as well. He was removed to the Hawera hospital, but few particulars were available yesterday. Messrs. Bennett and Sutton's car was driven by Mr. W. Jellyman, and it is stated that there were two cars on the road, and that it was in trying to run between the two cars that the accident occurred. The front axle of the car was broken by the collision.—Star.	[1164, 1235, 1382, 1378]
subheading: NO INCIDENTS TAKE PLACE.	[40, 478, 204, 490]
article-paragraph: There was a full attendance of members when the Speaker took the chair, the most notable change being that the Hon. D. H. Guthrie sat in the seat beside the Premier formerly occupied by the Hon. Sir William Herries. No business was transacted. The members were summoned to attend at the Legislative Council to hear the Governor-General's speech read.	[934, 1000, 1152, 1082]
article-paragraph: Dr. Addison, as Minister for Health, has circularised seaside authorities suggesting by-laws compelling bathers to wear neck-to-knee costumes. North Kent representatives declare this would half kill bathing.—Aus.-N.Z. Cable Assn.	[474, 1166, 692, 1227]
byline: By Telegraph—Press Assn.—Copyright.	[507, 832, 658, 841]
section-heading: GENERAL CABLES.	[474, 1081, 692, 1110]
subheading: ATTITUDE OF NEW CABINET.	[1421, 143, 1586, 154]
column-ships	[1159, 89, 1389, 1988]
dateline: Sydney, March 10.	[609, 931, 688, 941]
column-divider	[704, 386, 922, 388]
subheading: COSTUMES FOR BATHERS.	[506, 1116, 659, 1128]
article-paragraph: He said that under existing arrangements the Government required importers in necessitous countries to lodge at least a hundred per cent. security in local currency, and the Government then advanced the exporter his full costs, at the same time guaranteeing him 80 per cent. against loss. Hitherto exporters had applied for advances totalling £2,000,000, and the Government actually advanced £400,000.	[243, 241, 462, 333]
subheading: MILK SHORTAGE ENDS.	[515, 816, 650, 828]
article-paragraph: Following the usual custom, the men working on the ore fired several shots in an open face on the surface before the dinner interval. Soon after resuming the fall occurred, the men, without warning, being buried under a mass of ironstone.	[704, 241, 922, 293]
subheading: THE BILL DRAFTED.	[65, 1143, 180, 1155]
article-paragraph: There has been a further arrest in connection with the Bank of New Zealand robbery, another man being charged with robbing Sidebottom.	[474, 1038, 692, 1069]
article-paragraph: A touching incident occurred when the Prince noticing a number of crippled and limbless soldiers watching from a roofless building, mounted the dark stairway and shook hands with each man, until he came to a soldier minus both arms and another with both legs amputated, at which the Prince burst into tears.—Aus. and N.Z. Cable Assn.	[704, 565, 922, 646]
article-paragraph: The Riga correspondent of the Times states that the Revolutionaries have captured Petrograd.	[474, 210, 692, 240]
subheading: CHECK ON IMMIGRATION.	[738, 730, 888, 742]
column-heading: WAR ON REDS.	[474, 89, 692, 118]
subheading: MR. CHURCHILL'S MISSION.	[271, 1248, 434, 1260]
section-heading: ACCIDENTS AND FATALITIES.	[1164, 846, 1382, 894]
article-paragraph: McCabe, Sinn Fein member of the House of Commons for Sligo, was arrested disguised as a cattle dealer.—Aus. and N.Z. Cable Assn.	[1624, 813, 1843, 844]
column-divider	[1624, 975, 1843, 977]
subheading: MINISTER ANNOUNCES PRICE.	[493, 631, 672, 643]
column-heading: PARLIAMENT.	[934, 89, 1152, 118]
section-heading: FIRES AT LIVERPOOL.	[1394, 439, 1612, 486]
column-divider	[1624, 333, 1843, 334]
article-paragraph: Five arrests have been made as a result.	[1404, 592, 1580, 602]
article-paragraph: With the settlement of the dispute shipping in port began to move early this morning and in a very short time the berths which had been vacated for weeks were occupied and the accommodation at the wharves was taxed to its full capacity.	[1164, 530, 1382, 591]
article-paragraph: Lady Jellicoe preceded the Governor-General, who was accompanied by Captain Curtis (private secretary), Mr. Day (official secretary), Captains Mundy and Southey, A.D.C.s, Commodore Hotham, of H.M.S. Chatham, General Sir Edward Chaytor, officer commanding the New Zealand forces, and other officers. Extra interest was given to the proceedings by the fact that the guard of honor came from H.M.S. Chatham, which also provided the band to play the National Anthem when Lord Jellicoe arrived at Parliament House. The Royal Salute was fired as the Governor-General left his residence. The attendance of the public in the vicinity of Parliament Buildings was rather less than usual.	[934, 247, 1152, 400]
received-time: Received March 10, 11.10 p.m.	[513, 1015, 652, 1025]
subheading: THE RHINE CUSTOMS SCHEME.	[31, 948, 214, 960]
article-paragraph: The Postmaster-General has agreed to certain modifications of the tariff for Press messages recently announced, in order to prevent the charge for short messages, on night contact separately, exceeding the public rate. One shilling will be charged for the first 50 words and 1/6 for 51 to 100, thereafter 1/6 per 100 or fraction thereof.	[474, 1513, 692, 1595]
column-divider	[1394, 632, 1612, 633]
section-heading: CANADIAN AFFAIRS.	[704, 660, 922, 707]
